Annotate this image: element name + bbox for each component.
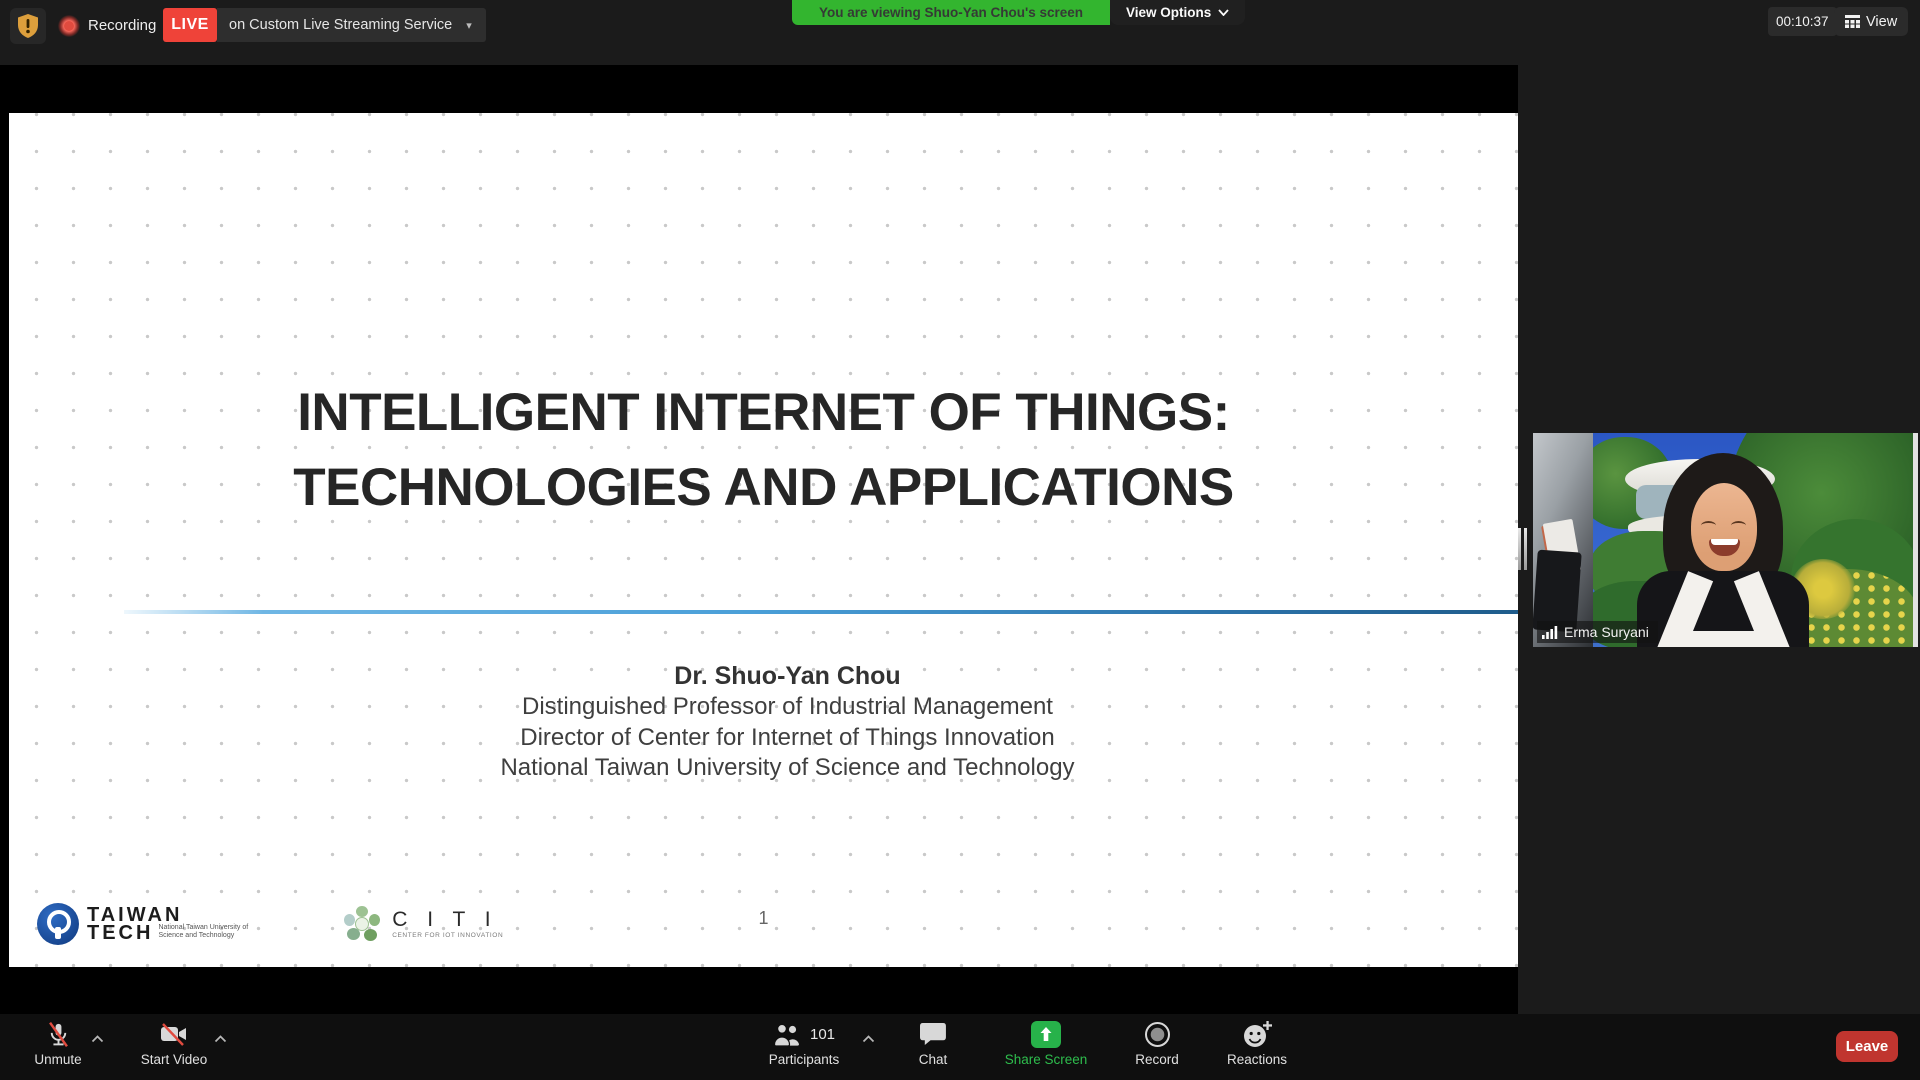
participants-icon (773, 1023, 803, 1046)
share-screen-button[interactable] (992, 1020, 1100, 1067)
speaker-role-2: Director of Center for Internet of Things Innovation (520, 723, 1055, 751)
reactions-smiley-icon (1242, 1021, 1272, 1048)
participants-label: Participants (768, 1052, 840, 1067)
citi-subtitle: CENTER FOR IOT INNOVATION (392, 931, 504, 939)
participants-count: 101 (809, 1025, 836, 1043)
meeting-top-bar (0, 0, 1920, 65)
participants-options-caret[interactable] (862, 1030, 875, 1048)
slide-title (9, 375, 1518, 525)
chat-button[interactable] (904, 1020, 962, 1067)
connection-signal-icon (1542, 626, 1558, 639)
gallery-grid-icon (1845, 15, 1860, 28)
meeting-toolbar (0, 1014, 1920, 1080)
security-shield-button[interactable] (10, 8, 46, 44)
participant-name: Erma Suryani (1564, 624, 1649, 640)
participant-eye (1731, 521, 1746, 530)
video-panel-scrollbar[interactable] (1913, 433, 1918, 647)
video-options-caret[interactable] (214, 1030, 227, 1048)
speaker-role-1: Distinguished Professor of Industrial Management (522, 693, 1053, 720)
shared-screen-region (0, 65, 1518, 1014)
meeting-timer: 00:10:37 (1768, 7, 1837, 36)
view-layout-button[interactable] (1834, 7, 1908, 36)
monitor-silhouette (1533, 550, 1582, 633)
video-panel-collapse-handle[interactable] (1518, 528, 1530, 570)
reactions-button[interactable] (1212, 1020, 1302, 1067)
camera-off-icon (159, 1022, 189, 1046)
shield-warning-icon (18, 14, 38, 38)
screen-viewing-banner: You are viewing Shuo-Yan Chou's screen (792, 0, 1110, 25)
participant-eye (1701, 521, 1716, 530)
slide-title-line1: INTELLIGENT INTERNET OF THINGS: (297, 383, 1230, 442)
recording-indicator-icon (58, 15, 80, 37)
real-room-background (1533, 433, 1593, 647)
speaker-name: Dr. Shuo-Yan Chou (674, 662, 901, 690)
participant-name-tag (1537, 621, 1658, 643)
unmute-label: Unmute (34, 1052, 82, 1067)
participant-vest (1673, 631, 1775, 647)
reactions-label: Reactions (1226, 1052, 1288, 1067)
view-options-button[interactable] (1110, 0, 1245, 25)
share-screen-icon (1031, 1021, 1061, 1048)
speaker-block (33, 660, 1518, 784)
live-badge: LIVE (163, 8, 217, 42)
stream-service-dropdown[interactable] (217, 8, 486, 42)
participants-button[interactable] (748, 1020, 860, 1067)
unmute-button[interactable] (18, 1020, 98, 1067)
chat-bubble-icon (920, 1022, 947, 1047)
view-options-label: View Options (1126, 5, 1212, 20)
slide-page-number: 1 (758, 908, 769, 928)
audio-options-caret[interactable] (91, 1030, 104, 1048)
taiwan-tech-word2: TECH (87, 922, 154, 944)
participant-video[interactable] (1533, 433, 1913, 647)
dropdown-triangle-icon: ▾ (466, 19, 472, 32)
chat-label: Chat (918, 1052, 948, 1067)
record-label: Record (1135, 1052, 1179, 1067)
share-screen-label: Share Screen (1004, 1052, 1088, 1067)
recording-label: Recording (88, 17, 157, 34)
taiwan-tech-subtitle: National Taiwan University of Science and Technology (158, 924, 249, 939)
view-label: View (1866, 13, 1898, 30)
microphone-muted-icon (45, 1021, 72, 1048)
stream-service-label: on Custom Live Streaming Service (229, 17, 453, 33)
slide-divider-line (124, 610, 1518, 614)
record-icon (1144, 1021, 1171, 1048)
record-button[interactable] (1122, 1020, 1192, 1067)
slide-title-line2: TECHNOLOGIES AND APPLICATIONS (293, 458, 1234, 517)
taiwan-tech-word1: TAIWAN (87, 904, 183, 926)
start-video-button[interactable] (128, 1020, 220, 1067)
presentation-slide (9, 113, 1518, 967)
start-video-label: Start Video (140, 1052, 208, 1067)
speaker-role-3: National Taiwan University of Science and Technology (500, 754, 1075, 781)
chevron-down-icon (1218, 9, 1229, 16)
citi-acronym: C I T I (392, 907, 498, 931)
leave-button[interactable]: Leave (1836, 1031, 1898, 1062)
